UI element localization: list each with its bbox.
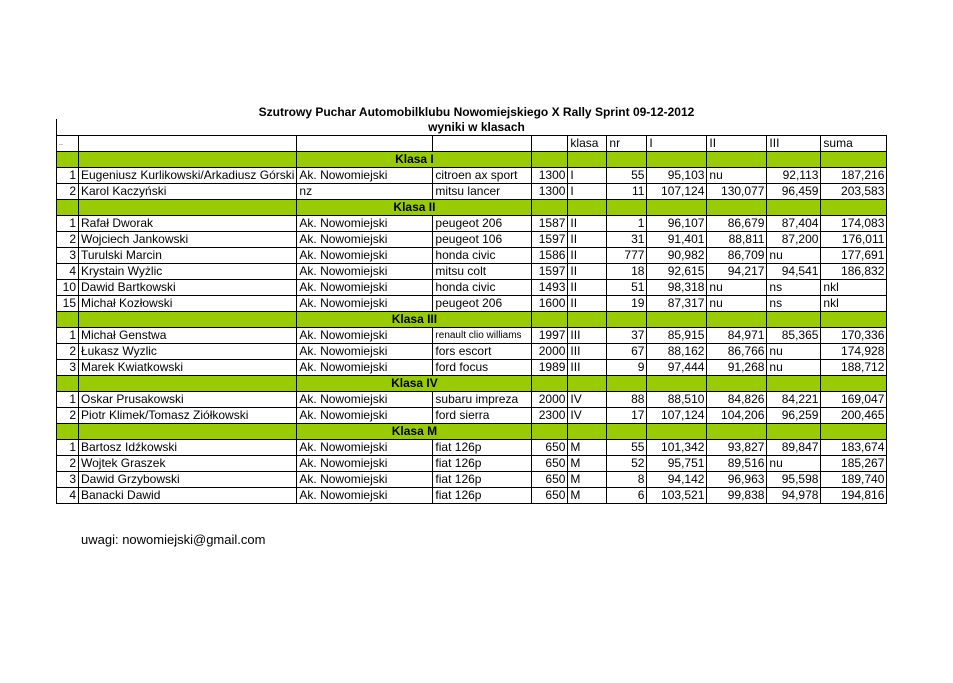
cell-suma: 183,674 [821, 440, 887, 456]
cell-t3: nu [767, 248, 821, 264]
cell-ccm: 1597 [532, 232, 568, 248]
cell-klasa: I [568, 184, 607, 200]
cell-klasa: II [568, 232, 607, 248]
class-row-cell [647, 200, 707, 216]
cell-nr: 37 [607, 328, 647, 344]
cell-t2: 104,206 [707, 408, 767, 424]
cell-nr: 31 [607, 232, 647, 248]
cell-t3: ns [767, 296, 821, 312]
cell-t2: 84,826 [707, 392, 767, 408]
class-row-cell [707, 200, 767, 216]
cell-driver: Marek Kwiatkowski [79, 360, 297, 376]
header-ccm [532, 136, 568, 152]
cell-klasa: M [568, 440, 607, 456]
cell-pos: 15 [57, 296, 79, 312]
cell-t3: ns [767, 280, 821, 296]
cell-club: Ak. Nowomiejski [297, 216, 433, 232]
class-row-cell [767, 424, 821, 440]
cell-driver: Wojtek Graszek [79, 456, 297, 472]
left-border [56, 119, 57, 135]
cell-t1: 91,401 [647, 232, 707, 248]
cell-car: peugeot 106 [433, 232, 532, 248]
cell-suma: 176,011 [821, 232, 887, 248]
cell-klasa: M [568, 488, 607, 504]
cell-nr: 55 [607, 168, 647, 184]
cell-suma: 187,216 [821, 168, 887, 184]
cell-pos: 2 [57, 232, 79, 248]
class-row-cell [767, 312, 821, 328]
class-row-cell [532, 376, 568, 392]
class-row-cell [532, 200, 568, 216]
cell-driver: Michał Genstwa [79, 328, 297, 344]
cell-pos: 4 [57, 264, 79, 280]
cell-driver: Michał Kozłowski [79, 296, 297, 312]
cell-t2: 88,811 [707, 232, 767, 248]
cell-suma: 194,816 [821, 488, 887, 504]
class-row-cell [607, 376, 647, 392]
class-row-cell [767, 152, 821, 168]
cell-t1: 94,142 [647, 472, 707, 488]
page-subtitle: wyniki w klasach [428, 120, 525, 134]
cell-t2: 89,516 [707, 456, 767, 472]
class-row-cell [79, 424, 297, 440]
cell-club: Ak. Nowomiejski [297, 232, 433, 248]
cell-klasa: II [568, 296, 607, 312]
cell-t1: 95,103 [647, 168, 707, 184]
header-klasa: klasa [568, 136, 607, 152]
cell-t3: 85,365 [767, 328, 821, 344]
cell-t2: 86,679 [707, 216, 767, 232]
cell-driver: Dawid Bartkowski [79, 280, 297, 296]
cell-t3: 84,221 [767, 392, 821, 408]
cell-ccm: 1989 [532, 360, 568, 376]
header-t2: II [707, 136, 767, 152]
cell-t3: 94,978 [767, 488, 821, 504]
class-row-cell [607, 200, 647, 216]
cell-driver: Eugeniusz Kurlikowski/Arkadiusz Górski [79, 168, 297, 184]
cell-nr: 55 [607, 440, 647, 456]
class-row-cell [821, 152, 887, 168]
class-row-cell [57, 152, 79, 168]
cell-klasa: III [568, 360, 607, 376]
cell-pos: 3 [57, 360, 79, 376]
cell-nr: 777 [607, 248, 647, 264]
cell-pos: 4 [57, 488, 79, 504]
table-row [57, 488, 887, 504]
cell-suma: 188,712 [821, 360, 887, 376]
class-header-row [57, 152, 887, 168]
table-row [57, 296, 887, 312]
cell-t2: nu [707, 296, 767, 312]
cell-klasa: II [568, 280, 607, 296]
cell-club: Ak. Nowomiejski [297, 440, 433, 456]
cell-club: Ak. Nowomiejski [297, 328, 433, 344]
cell-ccm: 650 [532, 456, 568, 472]
cell-t1: 107,124 [647, 408, 707, 424]
cell-club: Ak. Nowomiejski [297, 344, 433, 360]
cell-club: Ak. Nowomiejski [297, 264, 433, 280]
cell-club: Ak. Nowomiejski [297, 360, 433, 376]
class-row-cell [607, 424, 647, 440]
cell-pos: 1 [57, 216, 79, 232]
table-row [57, 472, 887, 488]
cell-suma: 200,465 [821, 408, 887, 424]
cell-t3: 87,200 [767, 232, 821, 248]
class-row-cell [79, 376, 297, 392]
cell-pos: 3 [57, 472, 79, 488]
cell-car: mitsu colt [433, 264, 532, 280]
cell-klasa: I [568, 168, 607, 184]
table-row [57, 216, 887, 232]
cell-club: Ak. Nowomiejski [297, 168, 433, 184]
cell-nr: 67 [607, 344, 647, 360]
cell-suma: nkl [821, 296, 887, 312]
class-row-cell [79, 200, 297, 216]
table-row [57, 280, 887, 296]
class-label: Klasa M [297, 424, 532, 440]
header-t1: I [647, 136, 707, 152]
cell-car: fiat 126p [433, 456, 532, 472]
header-pos: .. [57, 136, 79, 152]
cell-club: Ak. Nowomiejski [297, 408, 433, 424]
cell-pos: 1 [57, 168, 79, 184]
cell-nr: 11 [607, 184, 647, 200]
class-row-cell [647, 424, 707, 440]
cell-t1: 96,107 [647, 216, 707, 232]
cell-driver: Karol Kaczyński [79, 184, 297, 200]
cell-pos: 2 [57, 456, 79, 472]
cell-car: subaru impreza [433, 392, 532, 408]
cell-t3: 95,598 [767, 472, 821, 488]
cell-t1: 88,162 [647, 344, 707, 360]
table-row [57, 168, 887, 184]
cell-t1: 98,318 [647, 280, 707, 296]
cell-car: peugeot 206 [433, 296, 532, 312]
cell-club: Ak. Nowomiejski [297, 280, 433, 296]
cell-t3: nu [767, 360, 821, 376]
cell-t1: 97,444 [647, 360, 707, 376]
cell-t2: nu [707, 280, 767, 296]
class-row-cell [532, 424, 568, 440]
cell-t2: 96,963 [707, 472, 767, 488]
cell-t1: 85,915 [647, 328, 707, 344]
cell-pos: 2 [57, 344, 79, 360]
table-row [57, 328, 887, 344]
cell-driver: Piotr Klimek/Tomasz Ziółkowski [79, 408, 297, 424]
cell-driver: Turulski Marcin [79, 248, 297, 264]
class-label: Klasa I [297, 152, 532, 168]
class-row-cell [57, 424, 79, 440]
cell-pos: 1 [57, 392, 79, 408]
class-label: Klasa III [297, 312, 532, 328]
table-row [57, 392, 887, 408]
cell-nr: 51 [607, 280, 647, 296]
cell-t2: nu [707, 168, 767, 184]
class-row-cell [821, 424, 887, 440]
cell-suma: 203,583 [821, 184, 887, 200]
cell-t1: 87,317 [647, 296, 707, 312]
table-row [57, 264, 887, 280]
class-row-cell [568, 376, 607, 392]
header-nr: nr [607, 136, 647, 152]
cell-suma: 185,267 [821, 456, 887, 472]
class-header-row [57, 376, 887, 392]
cell-nr: 6 [607, 488, 647, 504]
cell-car: fiat 126p [433, 488, 532, 504]
cell-driver: Rafał Dworak [79, 216, 297, 232]
class-row-cell [821, 312, 887, 328]
table-row [57, 456, 887, 472]
cell-ccm: 1493 [532, 280, 568, 296]
cell-ccm: 1300 [532, 168, 568, 184]
cell-car: fiat 126p [433, 472, 532, 488]
cell-club: Ak. Nowomiejski [297, 392, 433, 408]
cell-t2: 91,268 [707, 360, 767, 376]
cell-ccm: 1300 [532, 184, 568, 200]
class-row-cell [707, 312, 767, 328]
class-row-cell [707, 152, 767, 168]
class-header-row [57, 200, 887, 216]
cell-driver: Dawid Grzybowski [79, 472, 297, 488]
cell-t3: nu [767, 344, 821, 360]
class-row-cell [568, 312, 607, 328]
cell-club: Ak. Nowomiejski [297, 456, 433, 472]
cell-suma: 170,336 [821, 328, 887, 344]
cell-car: citroen ax sport [433, 168, 532, 184]
cell-klasa: III [568, 344, 607, 360]
cell-club: Ak. Nowomiejski [297, 472, 433, 488]
class-row-cell [647, 152, 707, 168]
table-row [57, 248, 887, 264]
cell-t3: 96,259 [767, 408, 821, 424]
cell-driver: Banacki Dawid [79, 488, 297, 504]
cell-nr: 17 [607, 408, 647, 424]
cell-club: Ak. Nowomiejski [297, 296, 433, 312]
table-row [57, 232, 887, 248]
cell-suma: 174,928 [821, 344, 887, 360]
class-row-cell [707, 376, 767, 392]
cell-pos: 3 [57, 248, 79, 264]
cell-ccm: 2300 [532, 408, 568, 424]
cell-t2: 84,971 [707, 328, 767, 344]
cell-suma: 174,083 [821, 216, 887, 232]
cell-t1: 88,510 [647, 392, 707, 408]
cell-ccm: 1597 [532, 264, 568, 280]
class-row-cell [568, 424, 607, 440]
cell-klasa: II [568, 264, 607, 280]
table-row [57, 184, 887, 200]
cell-t3: nu [767, 456, 821, 472]
cell-suma: 177,691 [821, 248, 887, 264]
cell-t3: 89,847 [767, 440, 821, 456]
cell-car: fiat 126p [433, 440, 532, 456]
cell-klasa: II [568, 216, 607, 232]
page-title: Szutrowy Puchar Automobilklubu Nowomiejskiego X Rally Sprint 09-12-2012 [258, 105, 695, 119]
class-row-cell [607, 152, 647, 168]
table-row [57, 360, 887, 376]
cell-t2: 99,838 [707, 488, 767, 504]
cell-car: renault clio williams [433, 328, 532, 344]
cell-klasa: M [568, 456, 607, 472]
cell-t2: 93,827 [707, 440, 767, 456]
cell-nr: 52 [607, 456, 647, 472]
class-row-cell [532, 312, 568, 328]
cell-car: ford sierra [433, 408, 532, 424]
header-driver [79, 136, 297, 152]
table-row [57, 344, 887, 360]
class-row-cell [568, 152, 607, 168]
cell-pos: 10 [57, 280, 79, 296]
cell-driver: Krystain Wyżlic [79, 264, 297, 280]
cell-nr: 8 [607, 472, 647, 488]
cell-ccm: 650 [532, 488, 568, 504]
cell-t1: 101,342 [647, 440, 707, 456]
cell-klasa: II [568, 248, 607, 264]
cell-suma: 186,832 [821, 264, 887, 280]
class-label: Klasa II [297, 200, 532, 216]
cell-nr: 1 [607, 216, 647, 232]
class-row-cell [568, 200, 607, 216]
cell-t3: 96,459 [767, 184, 821, 200]
cell-nr: 18 [607, 264, 647, 280]
cell-pos: 2 [57, 184, 79, 200]
cell-suma: nkl [821, 280, 887, 296]
cell-t1: 90,982 [647, 248, 707, 264]
cell-klasa: IV [568, 392, 607, 408]
cell-pos: 1 [57, 328, 79, 344]
header-club [297, 136, 433, 152]
class-header-row [57, 312, 887, 328]
cell-car: ford focus [433, 360, 532, 376]
results-table [56, 135, 887, 504]
class-row-cell [57, 312, 79, 328]
cell-nr: 9 [607, 360, 647, 376]
header-car [433, 136, 532, 152]
cell-ccm: 1997 [532, 328, 568, 344]
class-row-cell [57, 376, 79, 392]
cell-suma: 169,047 [821, 392, 887, 408]
cell-ccm: 650 [532, 472, 568, 488]
cell-driver: Wojciech Jankowski [79, 232, 297, 248]
cell-t1: 92,615 [647, 264, 707, 280]
class-row-cell [79, 312, 297, 328]
class-row-cell [647, 312, 707, 328]
cell-t1: 107,124 [647, 184, 707, 200]
class-row-cell [607, 312, 647, 328]
cell-car: mitsu lancer [433, 184, 532, 200]
cell-suma: 189,740 [821, 472, 887, 488]
cell-t3: 92,113 [767, 168, 821, 184]
class-row-cell [532, 152, 568, 168]
cell-t3: 94,541 [767, 264, 821, 280]
header-t3: III [767, 136, 821, 152]
cell-club: nz [297, 184, 433, 200]
cell-t1: 103,521 [647, 488, 707, 504]
header-suma: suma [821, 136, 887, 152]
cell-car: honda civic [433, 248, 532, 264]
contact-note: uwagi: nowomiejski@gmail.com [81, 532, 266, 547]
cell-ccm: 1587 [532, 216, 568, 232]
cell-pos: 1 [57, 440, 79, 456]
cell-club: Ak. Nowomiejski [297, 248, 433, 264]
class-header-row [57, 424, 887, 440]
cell-ccm: 2000 [532, 392, 568, 408]
cell-car: fors escort [433, 344, 532, 360]
cell-ccm: 1586 [532, 248, 568, 264]
cell-t2: 94,217 [707, 264, 767, 280]
cell-driver: Oskar Prusakowski [79, 392, 297, 408]
cell-t2: 86,766 [707, 344, 767, 360]
cell-klasa: III [568, 328, 607, 344]
cell-t2: 86,709 [707, 248, 767, 264]
cell-nr: 19 [607, 296, 647, 312]
class-row-cell [767, 200, 821, 216]
class-row-cell [767, 376, 821, 392]
class-row-cell [79, 152, 297, 168]
cell-driver: Bartosz Idźkowski [79, 440, 297, 456]
cell-ccm: 2000 [532, 344, 568, 360]
class-row-cell [647, 376, 707, 392]
table-header-row [57, 136, 887, 152]
class-row-cell [821, 376, 887, 392]
cell-ccm: 650 [532, 440, 568, 456]
table-row [57, 440, 887, 456]
cell-driver: Łukasz Wyzlic [79, 344, 297, 360]
table-row [57, 408, 887, 424]
cell-klasa: IV [568, 408, 607, 424]
cell-t1: 95,751 [647, 456, 707, 472]
class-label: Klasa IV [297, 376, 532, 392]
cell-nr: 88 [607, 392, 647, 408]
cell-klasa: M [568, 472, 607, 488]
cell-ccm: 1600 [532, 296, 568, 312]
cell-t2: 130,077 [707, 184, 767, 200]
cell-pos: 2 [57, 408, 79, 424]
class-row-cell [57, 200, 79, 216]
cell-club: Ak. Nowomiejski [297, 488, 433, 504]
class-row-cell [707, 424, 767, 440]
cell-t3: 87,404 [767, 216, 821, 232]
class-row-cell [821, 200, 887, 216]
cell-car: peugeot 206 [433, 216, 532, 232]
cell-car: honda civic [433, 280, 532, 296]
